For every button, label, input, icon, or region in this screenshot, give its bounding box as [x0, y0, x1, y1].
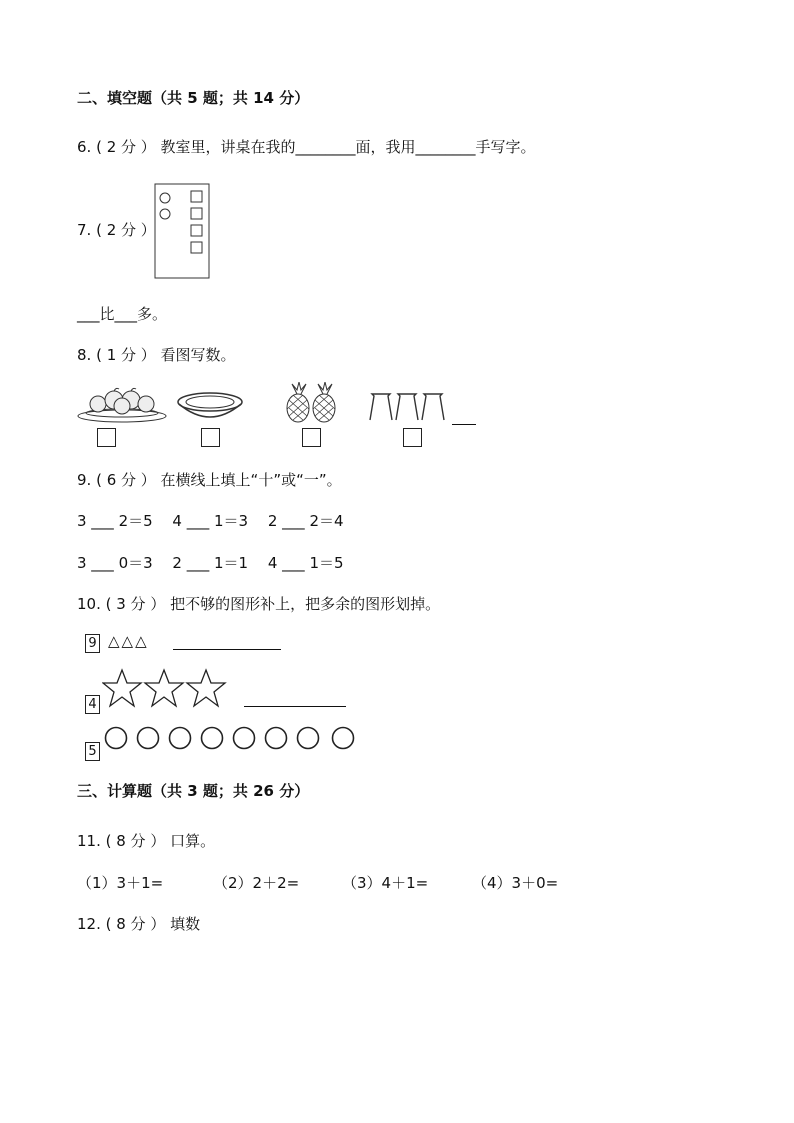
number-box: 4 — [85, 695, 100, 714]
section-title: 三、计算题（共 3 题；共 26 分） — [77, 782, 310, 800]
question-9-row-2: 3 ___ 0＝3 2 ___ 1＝1 4 ___ 1＝5 — [77, 554, 344, 572]
question-6: 6. ( 2 分 ） 教室里，讲桌在我的________面，我用________手写字。 — [77, 138, 536, 156]
stools-picture — [368, 390, 458, 422]
empty-bowl-picture — [175, 388, 245, 422]
calc-item: （1）3＋1= — [77, 874, 164, 892]
question-10: 10. ( 3 分 ） 把不够的图形补上，把多余的图形划掉。 — [77, 595, 441, 613]
section-title: 二、填空题（共 5 题；共 14 分） — [77, 89, 310, 107]
question-12: 12. ( 8 分 ） 填数 — [77, 915, 201, 933]
calc-item: （4）3＋0= — [472, 874, 559, 892]
circles-row — [104, 726, 360, 752]
question-8: 8. ( 1 分 ） 看图写数。 — [77, 346, 236, 364]
circles-squares-figure — [150, 180, 220, 282]
peaches-plate-picture — [74, 384, 170, 424]
question-7-label: 7. ( 2 分 ） — [77, 221, 156, 239]
answer-line — [244, 706, 346, 707]
calc-item: （2）2＋2= — [213, 874, 300, 892]
triangles-row: △△△ — [108, 632, 149, 650]
calc-item: （3）4＋1= — [342, 874, 429, 892]
answer-box[interactable] — [403, 428, 422, 447]
question-9: 9. ( 6 分 ） 在横线上填上“十”或“一”。 — [77, 471, 342, 489]
question-7-answer: ___比___多。 — [77, 305, 168, 323]
number-box: 5 — [85, 742, 100, 761]
answer-box[interactable] — [302, 428, 321, 447]
answer-line — [452, 424, 476, 425]
question-11: 11. ( 8 分 ） 口算。 — [77, 832, 216, 850]
stars-row — [102, 668, 228, 710]
pineapples-picture — [282, 382, 340, 426]
answer-line — [173, 649, 281, 650]
question-9-row-1: 3 ___ 2＝5 4 ___ 1＝3 2 ___ 2＝4 — [77, 512, 344, 530]
answer-box[interactable] — [97, 428, 116, 447]
number-box: 9 — [85, 634, 100, 653]
answer-box[interactable] — [201, 428, 220, 447]
